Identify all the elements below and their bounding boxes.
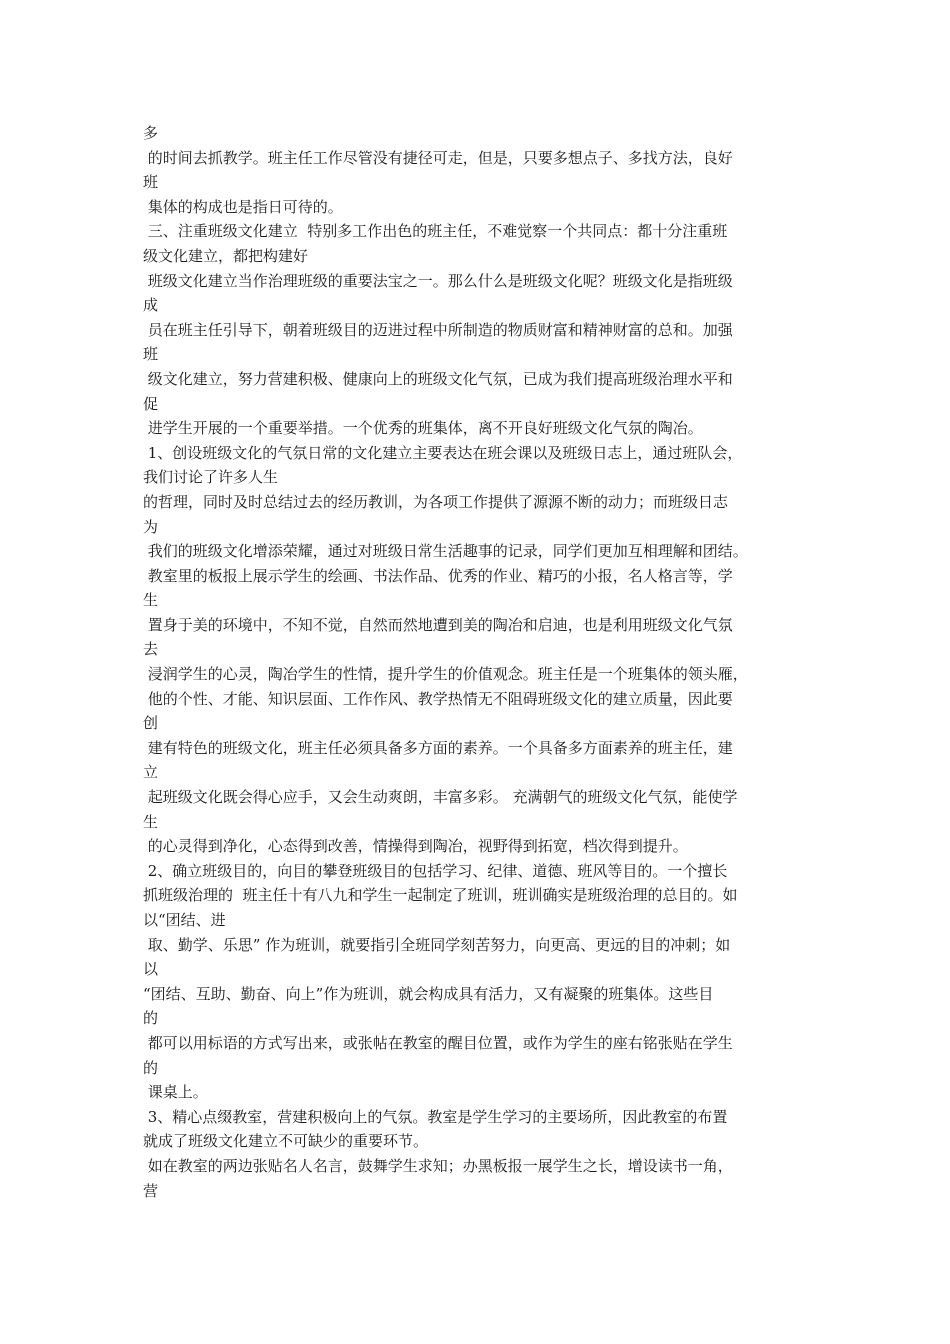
text-line: 以 [143,960,159,979]
text-line: 班 [143,173,159,192]
text-line: 都可以用标语的方式写出来，或张帖在教室的醒目位置，或作为学生的座右铭张贴在学生 [143,1033,733,1052]
text-line: 员在班主任引导下，朝着班级目的迈进过程中所制造的物质财富和精神财富的总和。加强 [143,320,733,339]
text-line: 进学生开展的一个重要举措。一个优秀的班集体，离不开良好班级文化气氛的陶冶。 [143,419,703,438]
text-line: 建有特色的班级文化，班主任必须具备多方面的素养。一个具备多方面素养的班主任，建 [143,738,733,757]
text-line: 创 [143,714,159,733]
text-line: 生 [143,591,159,610]
text-line: 班级文化建立当作治理班级的重要法宝之一。那么什么是班级文化呢？班级文化是指班级 [143,271,733,290]
text-line: 营 [143,1181,159,1200]
text-line: 促 [143,394,159,413]
text-line: 三、注重班级文化建立 特别多工作出色的班主任，不难觉察一个共同点：都十分注重班 [143,222,728,241]
text-line: 的时间去抓教学。班主任工作尽管没有捷径可走，但是，只要多想点子、多找方法，良好 [143,148,733,167]
text-line: 以“团结、进 [143,911,226,929]
text-line: 的 [143,1058,159,1077]
text-line: 集体的构成也是指日可待的。 [143,197,343,216]
text-line: 去 [143,640,159,659]
text-line: 为 [143,517,159,536]
text-line: 他的个性、才能、知识层面、工作作风、教学热情无不阻碍班级文化的建立质量，因此要 [143,689,733,708]
text-line: 起班级文化既会得心应手，又会生动爽朗，丰富多彩。 充满朝气的班级文化气氛，能使学 [143,788,738,807]
text-line: 我们的班级文化增添荣耀，通过对班级日常生活趣事的记录，同学们更加互相理解和团结。 [143,542,748,561]
text-line: 的心灵得到净化，心态得到改善，情操得到陶冶，视野得到拓宽，档次得到提升。 [143,837,688,856]
text-line: 多 [143,124,159,142]
text-line: 的 [143,1009,159,1028]
text-line: 2、确立班级目的，向目的攀登班级目的包括学习、纪律、道德、班风等目的。一个擅长 [143,861,728,880]
text-line: 如在教室的两边张贴名人名言，鼓舞学生求知；办黑板报一展学生之长，增设读书一角， [143,1156,733,1175]
text-line: 3、精心点缀教室，营建积极向上的气氛。教室是学生学习的主要场所，因此教室的布置 [143,1107,728,1126]
text-line: 生 [143,812,159,831]
text-line: 立 [143,763,159,782]
text-line: 课桌上。 [143,1083,208,1102]
text-line: 置身于美的环境中，不知不觉，自然而然地遭到美的陶冶和启迪，也是利用班级文化气氛 [143,615,733,634]
text-line: 成 [143,296,159,315]
text-line: 就成了班级文化建立不可缺少的重要环节。 [143,1132,429,1151]
text-line: 我们讨论了许多人生 [143,468,279,487]
text-line: 班 [143,345,159,364]
text-line: 1、创设班级文化的气氛日常的文化建立主要表达在班会课以及班级日志上，通过班队会， [143,443,743,462]
text-line: 级文化建立，都把构建好 [143,246,309,265]
text-line: “团结、互助、勤奋、向上”作为班训，就会构成具有活力，又有凝聚的班集体。这些目 [143,984,714,1003]
text-line: 的哲理，同时及时总结过去的经历教训，为各项工作提供了源源不断的动力；而班级日志 [143,492,729,511]
text-line: 教室里的板报上展示学生的绘画、书法作品、优秀的作业、精巧的小报，名人格言等，学 [143,566,733,585]
text-line: 抓班级治理的 班主任十有八九和学生一起制定了班训，班训确实是班级治理的总目的。如 [143,886,738,905]
text-line: 级文化建立，努力营建积极、健康向上的班级文化气氛，已成为我们提高班级治理水平和 [143,369,733,388]
text-line: 浸润学生的心灵，陶冶学生的性情，提升学生的价值观念。班主任是一个班集体的领头雁， [143,665,748,684]
document-body-text [143,121,823,1203]
text-line: 取、勤学、乐思” 作为班训，就要指引全班同学刻苦努力，向更高、更远的目的冲刺；如 [143,935,731,954]
